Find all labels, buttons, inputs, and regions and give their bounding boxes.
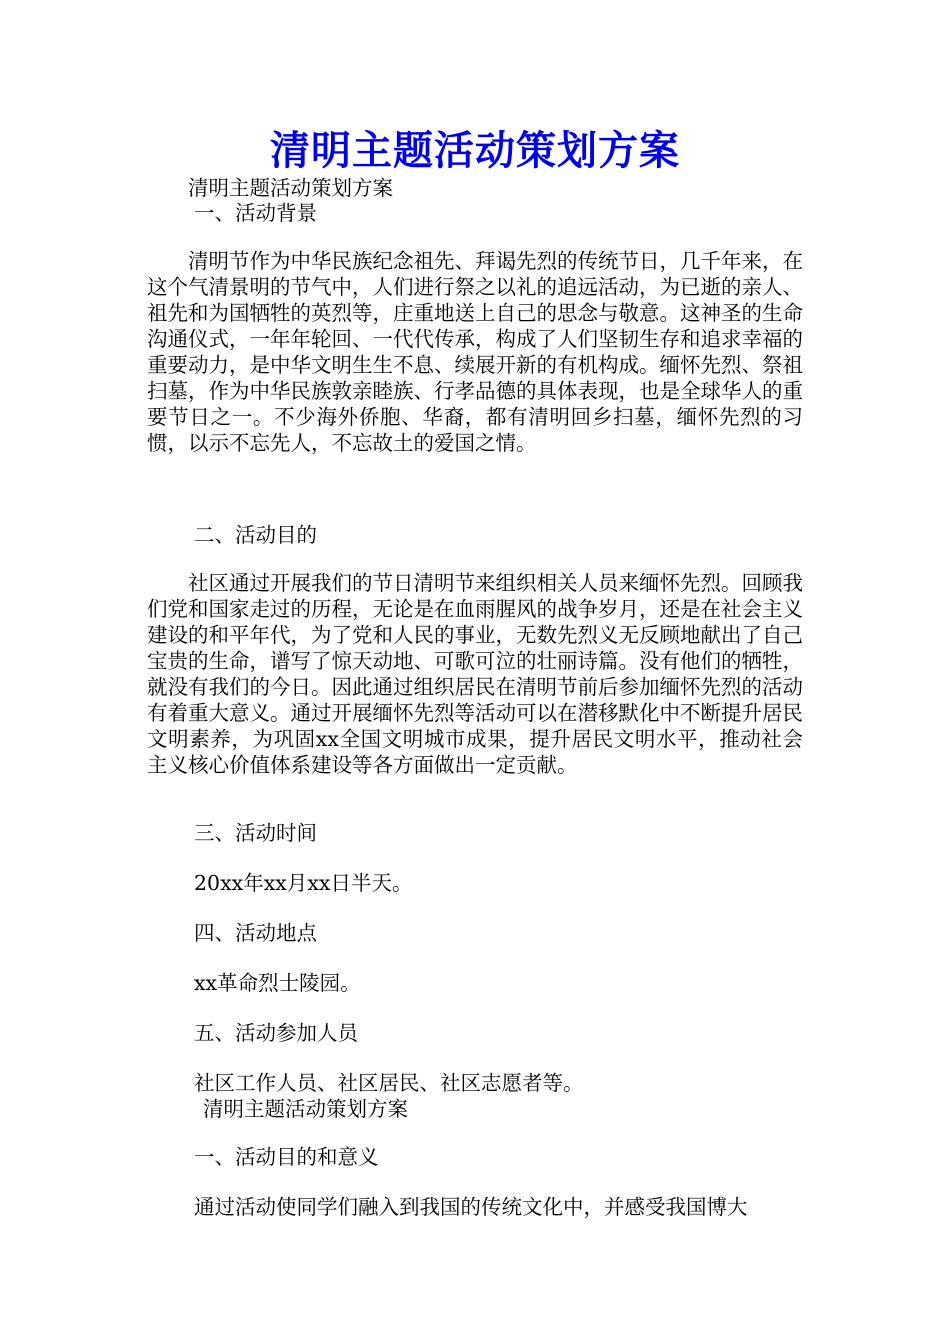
- section-heading-purpose: 二、活动目的: [194, 523, 317, 547]
- section-body-significance: 通过活动使同学们融入到我国的传统文化中，并感受我国博大: [194, 1195, 748, 1219]
- section-body-time: 20xx年xx月xx日半天。: [194, 871, 413, 895]
- document-subtitle-second: 清明主题活动策划方案: [203, 1097, 408, 1121]
- section-heading-time: 三、活动时间: [194, 821, 317, 845]
- section-body-purpose: 社区通过开展我们的节日清明节来组织相关人员来缅怀先烈。回顾我们党和国家走过的历程，无论是在血雨腥风的战争岁月，还是在社会主义建设的和平年代，为了党和人民的事业，无数先烈义无反顾地献出了自己宝贵的生命，谱写了惊天动地、可歌可泣的壮丽诗篇。没有他们的牺牲，就没有我们的今日。因此通过组织居民在清明节前后参加缅怀先烈的活动有着重大意义。通过开展缅怀先烈等活动可以在潜移默化中不断提升居民文明素养，为巩固xx全国文明城市成果，提升居民文明水平，推动社会主义核心价值体系建设等各方面做出一定贡献。: [147, 571, 803, 777]
- section-heading-background: 一、活动背景: [194, 201, 317, 225]
- section-body-location: xx革命烈士陵园。: [194, 971, 361, 995]
- section-body-participants: 社区工作人员、社区居民、社区志愿者等。: [194, 1071, 584, 1095]
- section-heading-significance: 一、活动目的和意义: [194, 1145, 379, 1169]
- document-subtitle: 清明主题活动策划方案: [188, 176, 393, 200]
- section-heading-participants: 五、活动参加人员: [194, 1021, 358, 1045]
- section-body-background: 清明节作为中华民族纪念祖先、拜谒先烈的传统节日，几千年来，在这个气清景明的节气中，人们进行祭之以礼的追远活动，为已逝的亲人、祖先和为国牺牲的英烈等，庄重地送上自己的思念与敬意。这神圣的生命沟通仪式，一年年轮回、一代代传承，构成了人们坚韧生存和追求幸福的重要动力，是中华文明生生不息、续展开新的有机构成。缅怀先烈、祭祖扫墓，作为中华民族敦亲睦族、行孝品德的具体表现，也是全球华人的重要节日之一。不少海外侨胞、华裔，都有清明回乡扫墓，缅怀先烈的习惯，以示不忘先人，不忘故土的爱国之情。: [147, 249, 803, 455]
- document-title: 清明主题活动策划方案: [270, 127, 680, 174]
- section-heading-location: 四、活动地点: [194, 921, 317, 945]
